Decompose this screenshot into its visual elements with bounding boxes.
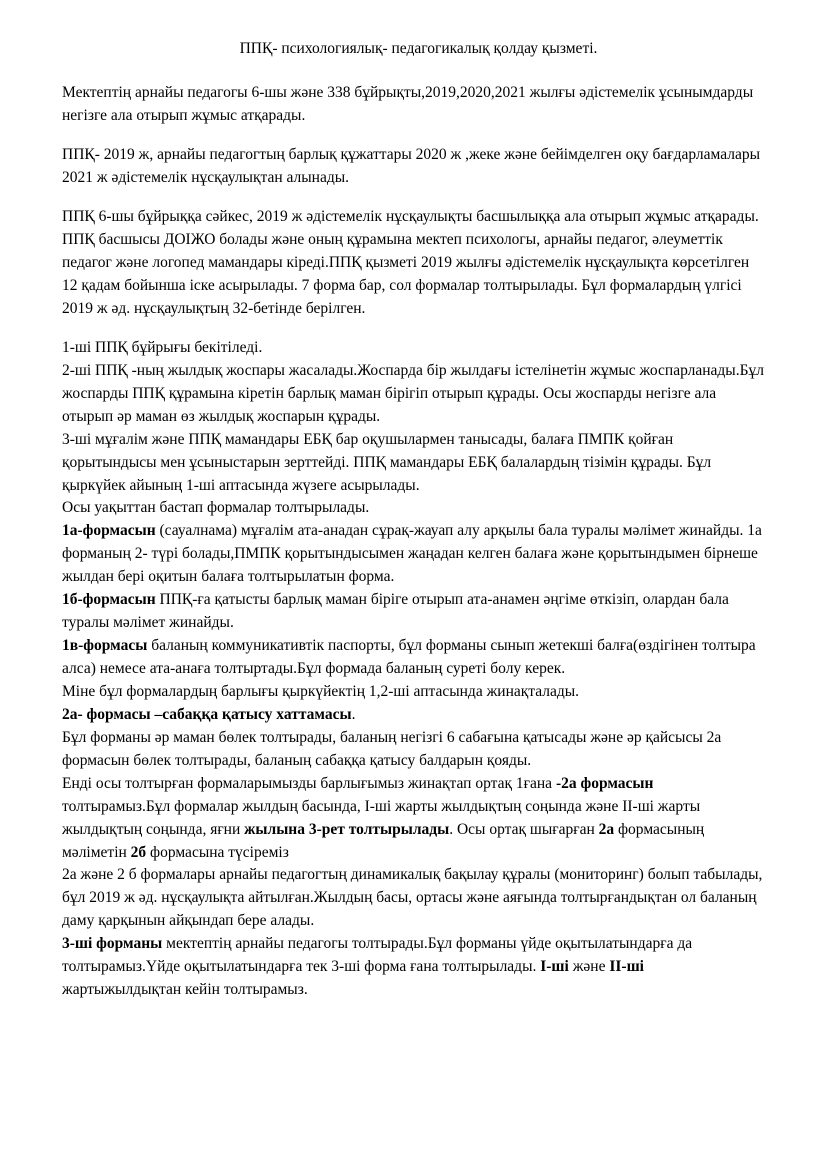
form-1a-text: (сауалнама) мұғалім ата-анадан сұрақ-жауап алу арқылы бала туралы мәлімет жинайды. 1а форманың 2- түрі болады,ПМПК қорытындысымен жаңадан келген балаға және қорытындымен бірнеше жылдан бері оқитын балаға толтырылатын форма.: [62, 522, 762, 586]
form-3: [62, 933, 765, 1002]
form-2a-summary-bold3: 2а: [598, 820, 615, 838]
form-3-bold-second-half: ІІ-ші: [609, 958, 644, 976]
form-1v: [62, 635, 765, 681]
step-3: 3-ші мұғалім және ППҚ мамандары ЕБҚ бар оқушылармен танысады, балаға ПМПК қойған қорытындысы мен ұсыныстарын зерттейді. ППҚ мамандары ЕБҚ балалардың тізімін құрады. Бұл қыркүйек айының 1-ші аптасында жүзеге асырылады.: [62, 430, 712, 494]
step-1: 1-ші ППҚ бұйрығы бекітіледі.: [62, 338, 263, 356]
form-2a-description: Бұл форманы әр маман бөлек толтырады, баланың негізгі 6 сабағына қатысады және әр қайсысы 2а формасын бөлек толтырады, баланың сабаққа қатысу балдарын қояды.: [62, 728, 722, 769]
form-3-text: мектептің арнайы педагогы толтырады.Бұл форманы үйде оқытылатындарға да толтырамыз.Үйде оқытылатындарға тек 3-ші форма ғана толтырылады.: [62, 935, 693, 976]
form-2a-summary-part3: . Осы ортақ шығарған: [449, 820, 599, 838]
form-2a-summary-part4: формасының мәліметін: [62, 820, 705, 861]
form-3-label: 3-ші форманы: [62, 935, 163, 953]
form-3-text2: және: [568, 958, 610, 976]
form-2a-summary-part1: Енді осы толтырған формаларымызды барлығымыз жинақтап ортақ 1ғана: [62, 774, 556, 792]
form-2a-summary: [62, 773, 765, 865]
form-2a-label: 2а- формасы –сабаққа қатысу хаттамасы: [62, 705, 352, 723]
form-1b-text: ППҚ-ға қатысты барлық маман біріге отырып ата-анамен әңгіме өткізіп, олардан бала туралы мәлімет жинайды.: [62, 591, 729, 632]
paragraph-intro: Мектептің арнайы педагогы 6-шы және 338 бұйрықты,2019,2020,2021 жылғы әдістемелік ұсынымдарды негізге ала отырып жұмыс атқарады.: [62, 84, 754, 125]
form-3-bold-first-half: І-ші: [540, 958, 569, 976]
form-2a-title: [62, 704, 765, 727]
form-2a-title-end: .: [351, 705, 356, 723]
paragraph-service-structure: ППҚ 6-шы бұйрыққа сәйкес, 2019 ж әдістемелік нұсқаулықты басшылыққа ала отырып жұмыс атқарады. ППҚ басшысы ДОІЖО болады және оның құрамына мектеп психологы, арнайы педагог, әлеуметтік педагог және логопед мамандары кіреді.ППҚ қызметі 2019 жылғы әдістемелік нұсқаулықта көрсетілген 12 қадам бойынша іске асырылады. 7 форма бар, сол формалар толтырылады. Бұл формалардың үлгісі 2019 ж әд. нұсқаулықтың 32-бетінде берілген.: [62, 208, 759, 317]
forms-start-note: Осы уақыттан бастап формалар толтырылады.: [62, 499, 370, 517]
form-1b: [62, 589, 765, 635]
form-1a-label: 1а-формасын: [62, 522, 156, 540]
form-3-text3: жартыжылдықтан кейін толтырамыз.: [62, 981, 308, 999]
form-1a: [62, 520, 765, 589]
forms-collection-note: Міне бұл формалардың барлығы қыркүйектің 1,2-ші аптасында жинақталады.: [62, 682, 580, 700]
form-2a-summary-bold4: 2б: [130, 843, 147, 861]
form-2a-summary-part2: толтырамыз.Бұл формалар жылдың басында, І-ші жарты жылдықтың соңында және ІІ-ші жарты жылдықтың соңында, яғни: [62, 797, 701, 838]
steps-block: [62, 337, 765, 1002]
paragraph-documents-basis: ППҚ- 2019 ж, арнайы педагогтың барлық құжаттары 2020 ж ,жеке және бейімделген оқу бағдарламалары 2021 ж әдістемелік нұсқаулықтан алынады.: [62, 146, 761, 187]
form-1b-label: 1б-формасын: [62, 591, 156, 609]
form-2a-summary-bold2: жылына 3-рет толтырылады: [244, 820, 450, 838]
step-2: 2-ші ППҚ -ның жылдық жоспары жасалады.Жоспарда бір жылдағы істелінетін жұмыс жоспарланады.Бұл жоспарды ППҚ құрамына кіретін барлық маман бірігіп отырып құрады. Осы жоспарды негізге ала отырып әр маман өз жылдық жоспарын құрады.: [62, 361, 764, 425]
page-title: ППҚ- психологиялық- педагогикалық қолдау қызметі.: [239, 40, 598, 57]
monitoring-note: 2а және 2 б формалары арнайы педагогтың динамикалық бақылау құралы (мониторинг) болып табылады, бұл 2019 ж әд. нұсқаулықта айтылған.Жылдың басы, ортасы және аяғында толтырғандықтан ол баланың даму қарқынын айқындап бере алады.: [62, 866, 763, 930]
form-2a-summary-bold1: -2а формасын: [555, 774, 654, 792]
form-2a-summary-part5: формасына түсіреміз: [146, 843, 289, 861]
form-1v-label: 1в-формасы: [62, 637, 148, 655]
form-1v-text: баланың коммуникативтік паспорты, бұл форманы сынып жетекші балға(өздігінен толтыра алса) немесе ата-анаға толтыртады.Бұл формада баланың суреті болу керек.: [62, 637, 756, 678]
